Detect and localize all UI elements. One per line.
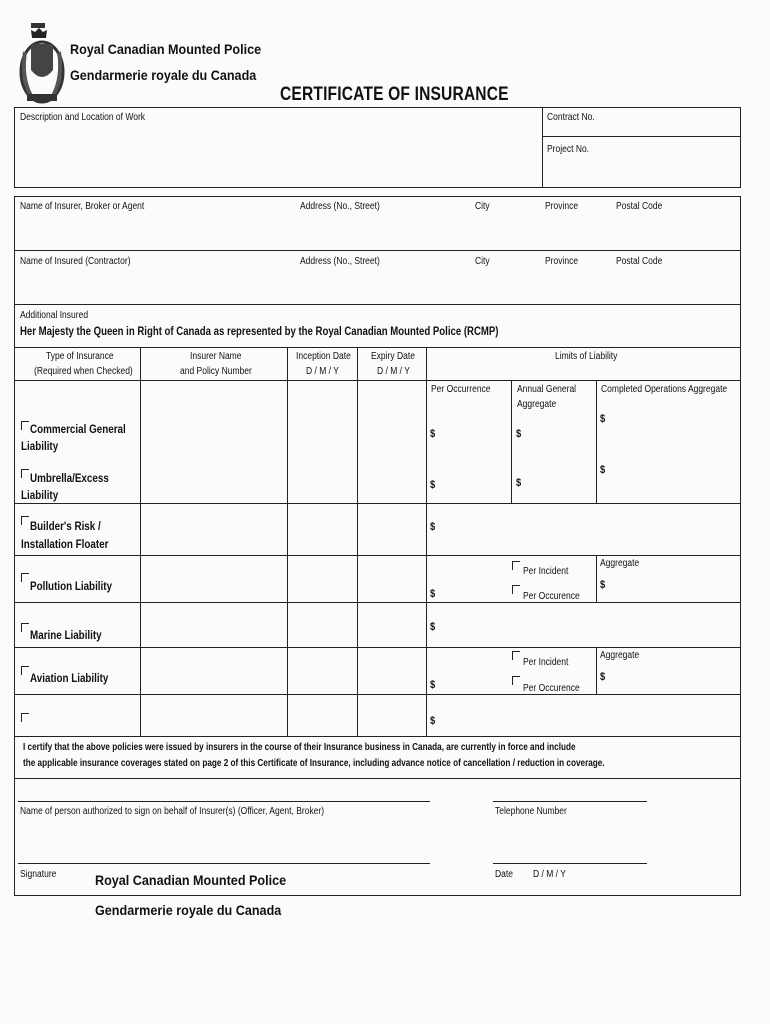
other-dollar: $: [430, 715, 436, 727]
project-label: Project No.: [547, 144, 590, 155]
aviation-aggregate-label: Aggregate: [600, 650, 640, 661]
cgl-label-1: Commercial General: [30, 422, 126, 436]
col-annual-2: Aggregate: [517, 399, 557, 410]
authorized-name-line[interactable]: [18, 801, 430, 802]
description-label: Description and Location of Work: [20, 112, 146, 123]
col-expiry-1: Expiry Date: [371, 351, 415, 362]
signature-label: Signature: [20, 869, 57, 880]
col-type-1: Type of Insurance: [46, 351, 114, 362]
header-org-en: Royal Canadian Mounted Police: [70, 41, 262, 57]
insurer-address-label: Address (No., Street): [300, 201, 380, 212]
date-format-label: D / M / Y: [533, 869, 566, 880]
insurer-province-label: Province: [545, 201, 579, 212]
insured-address-label: Address (No., Street): [300, 256, 380, 267]
insured-city-label: City: [475, 256, 490, 267]
col-insurer-2: and Policy Number: [180, 366, 252, 377]
col-type-2: (Required when Checked): [34, 366, 133, 377]
pollution-per-occurence-label: Per Occurence: [523, 591, 580, 602]
signature-line[interactable]: [18, 863, 430, 864]
aviation-dollar: $: [430, 679, 436, 691]
insured-postal-label: Postal Code: [616, 256, 663, 267]
umbrella-completed-dollar: $: [600, 464, 606, 476]
header-org-fr: Gendarmerie royale du Canada: [70, 67, 257, 83]
other-checkbox[interactable]: [21, 713, 29, 722]
pollution-per-incident-checkbox[interactable]: [512, 561, 520, 570]
marine-label: Marine Liability: [30, 628, 102, 642]
additional-insured-text: Her Majesty the Queen in Right of Canada as represented by the Royal Canadian Mounted Police (RCMP): [20, 324, 499, 338]
cgl-completed-dollar: $: [600, 413, 606, 425]
aviation-per-occurence-label: Per Occurence: [523, 683, 580, 694]
authorized-name-label: Name of person authorized to sign on behalf of Insurer(s) (Officer, Agent, Broker): [20, 806, 325, 817]
certify-line-1: I certify that the above policies were issued by insurers in the course of their Insurance business in Canada, are currently in force and include: [23, 741, 576, 753]
col-insurer-1: Insurer Name: [190, 351, 242, 362]
insurer-postal-label: Postal Code: [616, 201, 663, 212]
aviation-aggregate-dollar: $: [600, 671, 606, 683]
date-label: Date: [495, 869, 513, 880]
pollution-aggregate-dollar: $: [600, 579, 606, 591]
page-title: CERTIFICATE OF INSURANCE: [280, 84, 509, 105]
aviation-per-occurence-checkbox[interactable]: [512, 676, 520, 685]
pollution-per-incident-label: Per Incident: [523, 566, 569, 577]
col-inception-1: Inception Date: [296, 351, 351, 362]
pollution-aggregate-label: Aggregate: [600, 558, 640, 569]
umbrella-annual-dollar: $: [516, 477, 522, 489]
rcmp-crest-logo: [17, 22, 67, 108]
marine-dollar: $: [430, 621, 436, 633]
insurer-city-label: City: [475, 201, 490, 212]
col-inception-2: D / M / Y: [306, 366, 339, 377]
col-limits: Limits of Liability: [555, 351, 618, 362]
certify-line-2: the applicable insurance coverages stated on page 2 of this Certificate of Insurance, including advance notice of cancellation / reduction in coverage.: [23, 757, 605, 769]
aviation-label: Aviation Liability: [30, 671, 109, 685]
umbrella-label-2: Liability: [21, 488, 59, 502]
telephone-label: Telephone Number: [495, 806, 567, 817]
telephone-line[interactable]: [493, 801, 647, 802]
date-line[interactable]: [493, 863, 647, 864]
cgl-label-2: Liability: [21, 439, 59, 453]
footer-org-en: Royal Canadian Mounted Police: [95, 872, 287, 888]
insurer-name-label: Name of Insurer, Broker or Agent: [20, 201, 145, 212]
builders-risk-dollar: $: [430, 521, 436, 533]
col-per-occurrence: Per Occurrence: [431, 384, 491, 395]
builders-risk-label-2: Installation Floater: [21, 537, 109, 551]
aviation-per-incident-label: Per Incident: [523, 657, 569, 668]
cgl-per-occurrence-dollar: $: [430, 428, 436, 440]
footer-org-fr: Gendarmerie royale du Canada: [95, 902, 282, 918]
contract-label: Contract No.: [547, 112, 595, 123]
umbrella-label-1: Umbrella/Excess: [30, 471, 109, 485]
col-completed: Completed Operations Aggregate: [601, 384, 728, 395]
umbrella-per-occurrence-dollar: $: [430, 479, 436, 491]
col-annual-1: Annual General: [517, 384, 577, 395]
insured-province-label: Province: [545, 256, 579, 267]
pollution-dollar: $: [430, 588, 436, 600]
additional-insured-label: Additional Insured: [20, 310, 89, 321]
col-expiry-2: D / M / Y: [377, 366, 410, 377]
pollution-label: Pollution Liability: [30, 579, 113, 593]
insured-name-label: Name of Insured (Contractor): [20, 256, 131, 267]
pollution-per-occurence-checkbox[interactable]: [512, 585, 520, 594]
aviation-per-incident-checkbox[interactable]: [512, 651, 520, 660]
builders-risk-label-1: Builder's Risk /: [30, 519, 101, 533]
cgl-annual-dollar: $: [516, 428, 522, 440]
